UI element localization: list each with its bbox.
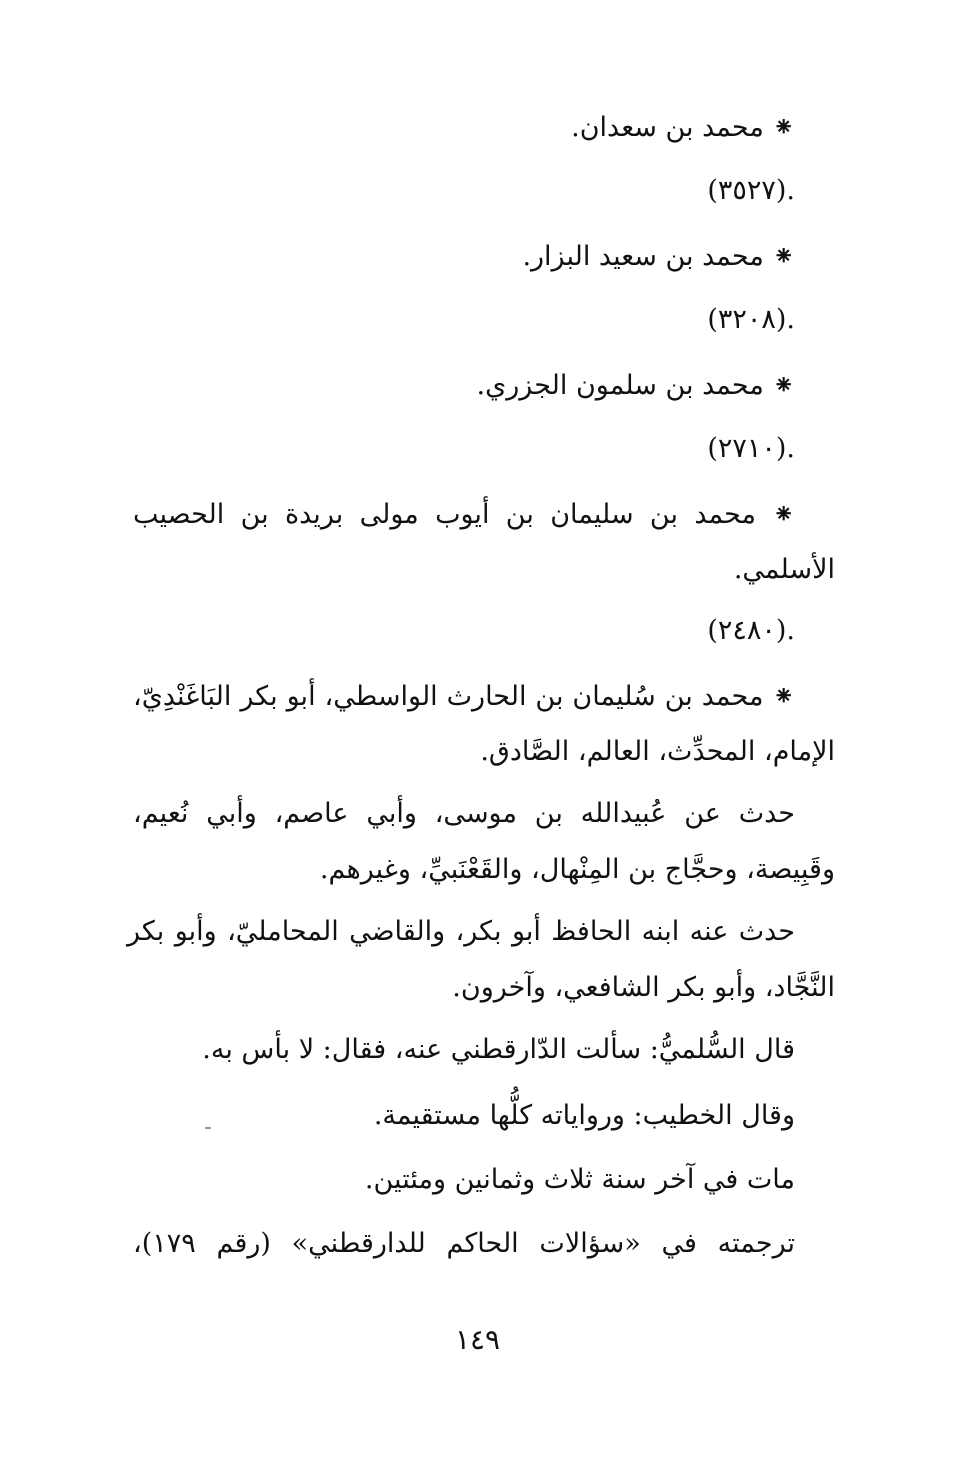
page-number: ١٤٩: [454, 1323, 501, 1356]
entry-heading: ⁕ محمد بن سليمان بن أيوب مولى بريدة بن الحصيب: [133, 499, 795, 530]
entry-heading: ⁕ محمد بن سعدان.: [571, 112, 795, 143]
paragraph-line: النَّجَّاد، وأبو بكر الشافعي، وآخرون.: [452, 972, 835, 1003]
reference-number: .(٣٢٠٨): [707, 304, 795, 335]
paragraph-line: قال السُّلميُّ: سألت الدّارقطني عنه، فقال: لا بأس به.: [202, 1034, 795, 1065]
paragraph-line: حدث عنه ابنه الحافظ أبو بكر، والقاضي المحامليّ، وأبو بكر: [127, 916, 795, 947]
reference-number: .(٣٥٢٧): [707, 175, 795, 206]
reference-number: .(٢٧١٠): [707, 433, 795, 464]
entry-heading: ⁕ محمد بن سُليمان بن الحارث الواسطي، أبو بكر البَاغَنْدِيّ،: [133, 681, 795, 712]
paragraph-line: وقال الخطيب: ورواياته كلُّها مستقيمة.: [373, 1100, 795, 1131]
paragraph-line: مات في آخر سنة ثلاث وثمانين ومئتين.: [364, 1164, 795, 1195]
paragraph-line: وقَبِيصة، وحجَّاج بن المِنْهال، والقَعْنَبيِّ، وغيرهم.: [319, 854, 835, 885]
entry-heading: ⁕ محمد بن سعيد البزار.: [522, 241, 795, 272]
reference-number: .(٢٤٨٠): [707, 615, 795, 646]
scan-mark: [205, 1127, 211, 1129]
entry-heading-continuation: الإمام، المحدِّث، العالم، الصَّادق.: [480, 736, 835, 767]
paragraph-line: ترجمته في «سؤالات الحاكم للدارقطني» (رقم ١٧٩)،: [133, 1228, 795, 1259]
entry-heading: ⁕ محمد بن سلمون الجزري.: [476, 370, 795, 401]
paragraph-line: حدث عن عُبيدالله بن موسى، وأبي عاصم، وأبي نُعيم،: [133, 798, 795, 829]
entry-heading-continuation: الأسلمي.: [733, 554, 835, 585]
